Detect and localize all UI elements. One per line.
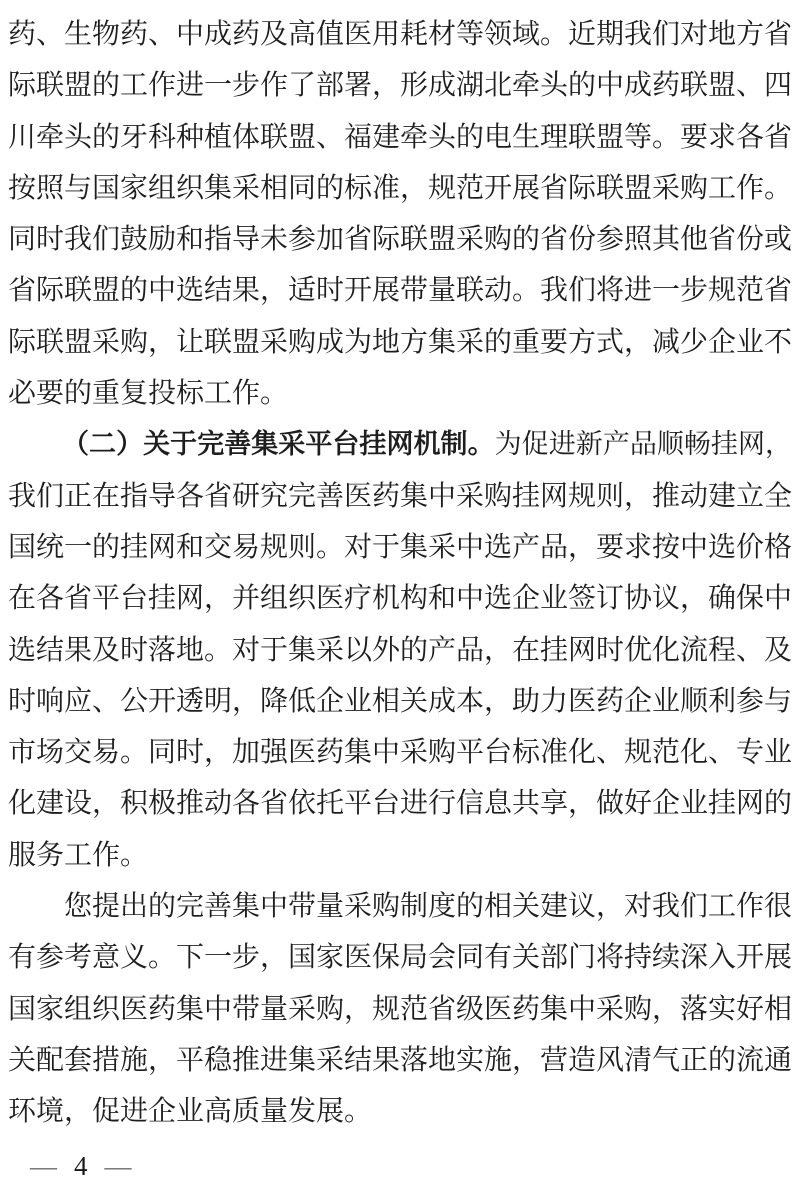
body-text-run: 我们正在指导各省研究完善医药集中采购挂网规则，推动建立全	[8, 480, 792, 512]
text-line	[8, 573, 792, 624]
page-number-dash-right: —	[104, 1150, 132, 1181]
body-text-run: 必要的重复投标工作。	[8, 378, 289, 410]
text-line	[8, 881, 792, 932]
text-line	[8, 163, 792, 214]
text-line	[8, 830, 792, 881]
body-text-run: 化建设，积极推动各省依托平台进行信息共享，做好企业挂网的	[8, 788, 792, 820]
body-text-run: 际联盟采购，让联盟采购成为地方集采的重要方式，减少企业不	[8, 326, 792, 358]
body-text-run: 环境，促进企业高质量发展。	[8, 1096, 373, 1128]
body-text-run: 省际联盟的中选结果，适时开展带量联动。我们将进一步规范省	[8, 275, 792, 307]
body-text-run: 时响应、公开透明，降低企业相关成本，助力医药企业顺利参与	[8, 685, 792, 717]
text-line	[8, 214, 792, 265]
body-text-run: 在各省平台挂网，并组织医疗机构和中选企业签订协议，确保中	[8, 583, 792, 615]
page-number	[30, 1150, 132, 1182]
body-text-run: 有参考意义。下一步，国家医保局会同有关部门将持续深入开展	[8, 942, 792, 974]
text-line	[8, 727, 792, 778]
text-line	[8, 1035, 792, 1086]
body-text-run: 同时我们鼓励和指导未参加省际联盟采购的省份参照其他省份或	[8, 224, 792, 256]
text-line	[8, 778, 792, 829]
body-text-run: 川牵头的牙科种植体联盟、福建牵头的电生理联盟等。要求各省	[8, 121, 792, 153]
page-number-dash-left: —	[30, 1150, 57, 1181]
page-number-value: 4	[74, 1150, 88, 1181]
body-text-run: 按照与国家组织集采相同的标准，规范开展省际联盟采购工作。	[8, 172, 792, 204]
body-text-run: 关配套措施，平稳推进集采结果落地实施，营造风清气正的流通	[8, 1044, 792, 1076]
text-line	[8, 984, 792, 1035]
text-line	[8, 625, 792, 676]
text-line	[8, 471, 792, 522]
text-line	[8, 932, 792, 983]
body-text-run: 药、生物药、中成药及高值医用耗材等领域。近期我们对地方省	[8, 19, 792, 50]
body-text-run: 际联盟的工作进一步作了部署，形成湖北牵头的中成药联盟、四	[8, 70, 792, 102]
text-line	[8, 112, 792, 163]
text-line	[8, 9, 792, 60]
body-text-run: 为促进新产品顺畅挂网，	[494, 429, 792, 460]
body-text-run: 您提出的完善集中带量采购制度的相关建议，对我们工作很	[64, 891, 792, 923]
body-text-run: 市场交易。同时，加强医药集中采购平台标准化、规范化、专业	[8, 737, 792, 769]
body-text-run: 国统一的挂网和交易规则。对于集采中选产品，要求按中选价格	[8, 531, 792, 563]
text-line	[8, 265, 792, 316]
document-body	[8, 9, 792, 1138]
text-line	[8, 60, 792, 111]
text-line	[8, 419, 792, 470]
text-line	[8, 522, 792, 573]
body-text-run: 选结果及时落地。对于集采以外的产品，在挂网时优化流程、及	[8, 634, 792, 666]
body-text-run: 国家组织医药集中带量采购，规范省级医药集中采购，落实好相	[8, 993, 792, 1025]
text-line	[8, 676, 792, 727]
section-heading-text: （二）关于完善集采平台挂网机制。	[62, 429, 495, 460]
text-line	[8, 1086, 792, 1137]
text-line	[8, 368, 792, 419]
body-text-run: 服务工作。	[8, 839, 149, 871]
text-line	[8, 317, 792, 368]
